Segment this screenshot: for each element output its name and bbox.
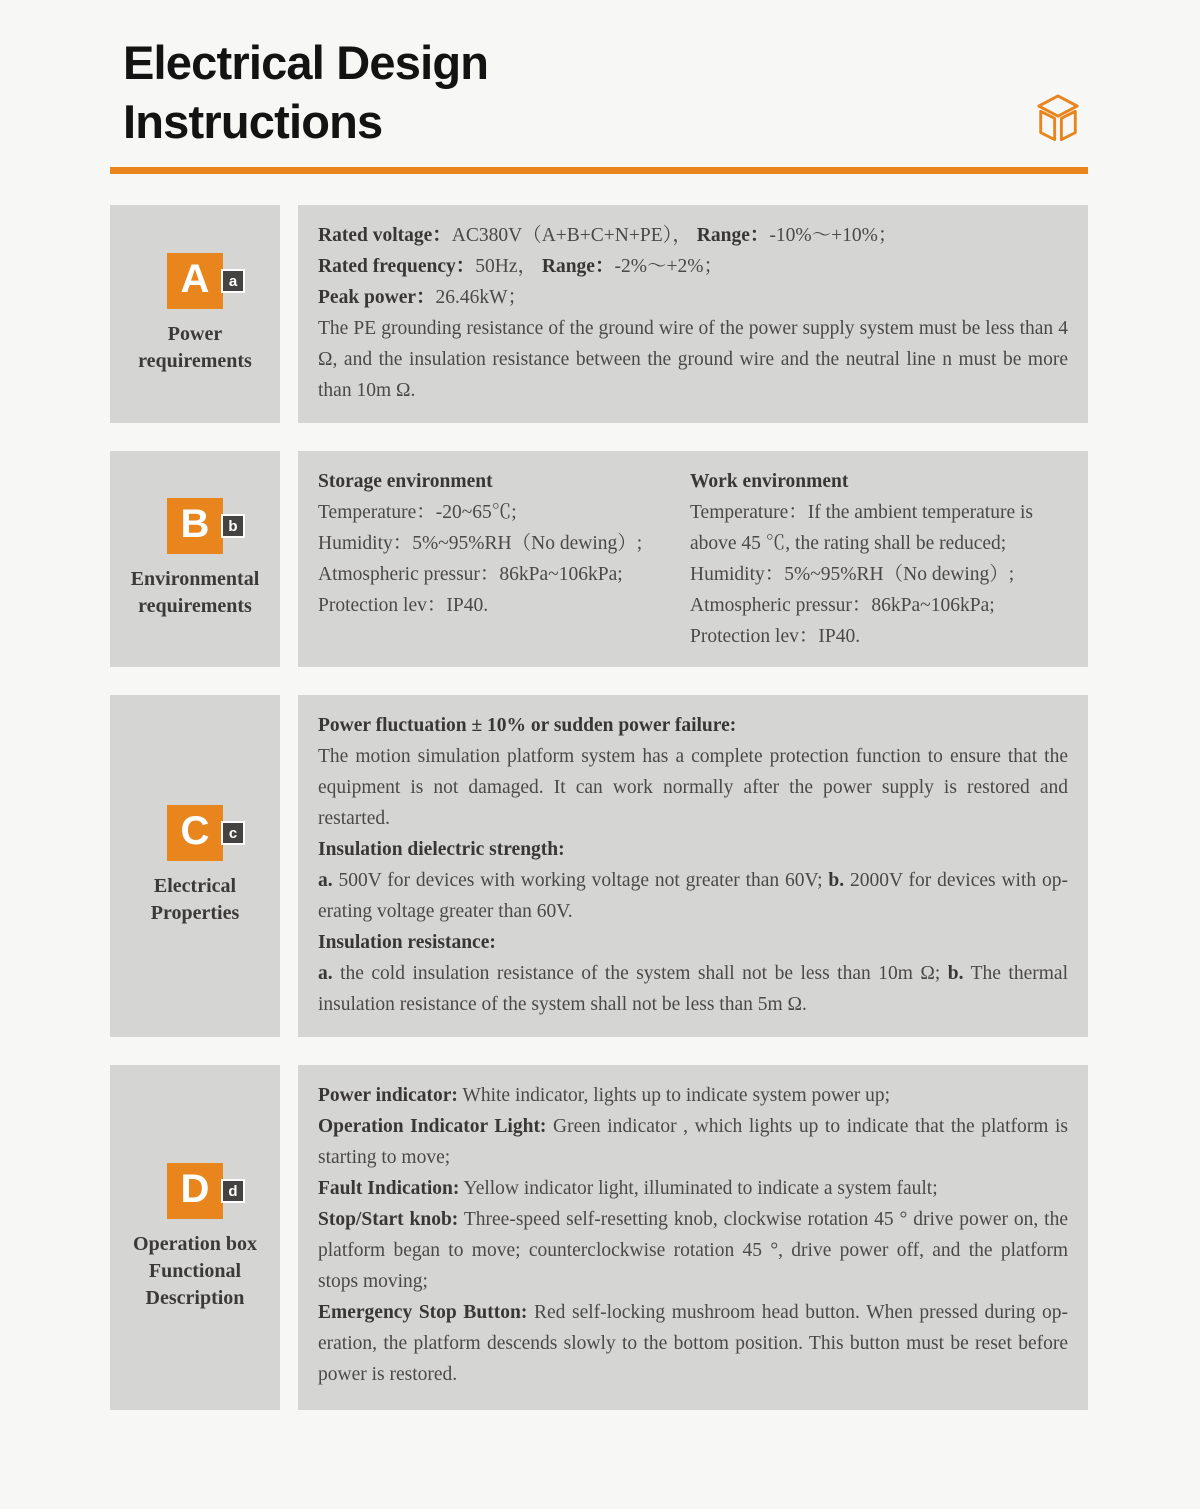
letter-a: A [180, 257, 210, 301]
item-marker: a. [318, 963, 333, 984]
spec-label: Rated voltage： [318, 225, 452, 246]
section-c-side-card [110, 695, 280, 1037]
work-environment-column [690, 466, 1068, 652]
env-item: Protection lev：IP40. [690, 626, 861, 647]
label-line: Functional [148, 1260, 242, 1282]
letter-d: D [180, 1167, 210, 1211]
page-title [123, 33, 488, 151]
env-item: Temperature：If the ambient temperature is above 45 ℃, the rating shall be reduced; [690, 502, 1033, 554]
spec-line [318, 220, 1068, 251]
letter-mark-d [167, 1163, 238, 1219]
item-marker: a. [318, 870, 333, 891]
label-line: Electrical [153, 875, 237, 897]
env-item: Humidity：5%~95%RH（No dewing）; [318, 533, 643, 554]
spec-label: Peak power： [318, 287, 436, 308]
item-text: the cold insulation resistance of the system shall not be less than 10m Ω; [332, 963, 948, 984]
env-item: Atmospheric pressur：86kPa~106kPa; [318, 564, 623, 585]
spec-label: Rated frequency： [318, 256, 476, 277]
section-c-content [298, 695, 1088, 1037]
title-rule [110, 167, 1088, 174]
spec-line [318, 251, 1068, 282]
property-heading: Insulation dielectric strength: [318, 839, 565, 860]
spec-value: -2%～+2%； [614, 256, 723, 277]
page-header [110, 33, 1088, 174]
section-a-label [138, 321, 252, 375]
section-a-content [298, 205, 1088, 423]
function-label: Operation Indicator Light: [318, 1116, 547, 1137]
function-text: Green indicator , which lights up to indicate that the platform is starting to move; [318, 1116, 1069, 1168]
label-line: requirements [138, 350, 252, 372]
storage-environment-column [318, 466, 670, 652]
section-b-label [131, 566, 260, 620]
section-d-content [298, 1065, 1088, 1410]
spec-label: Range： [541, 256, 615, 277]
section-a-side-card [110, 205, 280, 423]
letter-b: B [180, 502, 210, 546]
spec-line [318, 282, 1068, 313]
section-d-label [133, 1231, 257, 1312]
item-text: The thermal insulation resistance of the system shall not be less than 5m Ω. [318, 963, 1068, 1015]
env-item: Protection lev：IP40. [318, 595, 489, 616]
property-paragraph: The motion simulation platform system has a complete protection function to ensure that the equipment is not damaged. It can work normally after the power supply is restored and restarted. [318, 746, 1068, 829]
function-item [318, 1297, 1068, 1390]
section-d-side-card [110, 1065, 280, 1410]
column-heading: Work environment [690, 471, 849, 492]
letter-badge-b: b [221, 514, 245, 538]
grounding-paragraph: The PE grounding resistance of the ground wire of the power supply system must be less than 4 Ω, and the insulation resistance between the ground wire and the neutral line n must be more than 10m Ω. [318, 318, 1068, 401]
env-item: Temperature：-20~65℃; [318, 502, 517, 523]
section-b-content [298, 451, 1088, 667]
label-line: Properties [150, 902, 240, 924]
function-item [318, 1080, 1068, 1111]
cube-icon [1034, 93, 1082, 145]
label-line: Operation box [133, 1233, 257, 1255]
env-item: Atmospheric pressur：86kPa~106kPa; [690, 595, 995, 616]
function-label: Power indicator: [318, 1085, 458, 1106]
function-label: Fault Indication: [318, 1178, 460, 1199]
function-item [318, 1204, 1068, 1297]
section-environmental-requirements [110, 451, 1088, 667]
section-c-label [151, 873, 240, 927]
letter-mark-a [167, 253, 238, 309]
function-text: White indicator, lights up to indicate system power up; [457, 1085, 891, 1106]
letter-badge-c: c [221, 821, 245, 845]
function-text: Three-speed self-resetting knob, clockwise rotation 45 ° drive power on, the platform began to move; counterclockwise rotation 45 °, drive power off, and the platform stops moving; [318, 1209, 1068, 1292]
item-text: 2000V for devices with operating voltage greater than 60V. [318, 870, 1068, 922]
section-power-requirements [110, 205, 1088, 423]
letter-badge-d: d [221, 1179, 245, 1203]
item-marker: b. [828, 870, 845, 891]
function-item [318, 1173, 1068, 1204]
spec-value: 26.46kW； [435, 287, 528, 308]
function-item [318, 1111, 1068, 1173]
column-heading: Storage environment [318, 471, 493, 492]
header-row [110, 33, 1088, 151]
spec-value: AC380V（A+B+C+N+PE）， [451, 225, 697, 246]
letter-badge-a: a [221, 269, 245, 293]
title-line-1: Electrical Design [123, 36, 489, 89]
property-paragraph [318, 958, 1068, 1020]
section-b-side-card [110, 451, 280, 667]
section-operation-box [110, 1065, 1088, 1410]
label-line: requirements [138, 595, 252, 617]
item-marker: b. [947, 963, 964, 984]
section-electrical-properties [110, 695, 1088, 1037]
environment-columns [318, 466, 1068, 652]
label-line: Power [167, 323, 223, 345]
sections [110, 205, 1088, 1410]
env-item: Humidity：5%~95%RH（No dewing）; [690, 564, 1015, 585]
spec-value: 50Hz， [475, 256, 542, 277]
item-text: 500V for devices with working voltage not greater than 60V; [332, 870, 829, 891]
letter-mark-c [167, 805, 238, 861]
function-label: Emergency Stop Button: [318, 1302, 528, 1323]
function-text: Red self-locking mushroom head button. When pressed during operation, the platform descends slowly to the bottom position. This button must be reset before power is restored. [318, 1302, 1069, 1385]
spec-label: Range： [696, 225, 770, 246]
function-label: Stop/Start knob: [318, 1209, 459, 1230]
property-heading: Insulation resistance: [318, 932, 496, 953]
letter-mark-b [167, 498, 238, 554]
label-line: Environmental [130, 568, 260, 590]
title-line-2: Instructions [123, 95, 383, 148]
function-text: Yellow indicator light, illuminated to indicate a system fault; [459, 1178, 938, 1199]
property-heading: Power fluctuation ± 10% or sudden power failure: [318, 715, 737, 736]
property-paragraph [318, 865, 1068, 927]
spec-value: -10%～+10%； [769, 225, 898, 246]
letter-c: C [180, 809, 210, 853]
label-line: Description [145, 1287, 245, 1309]
